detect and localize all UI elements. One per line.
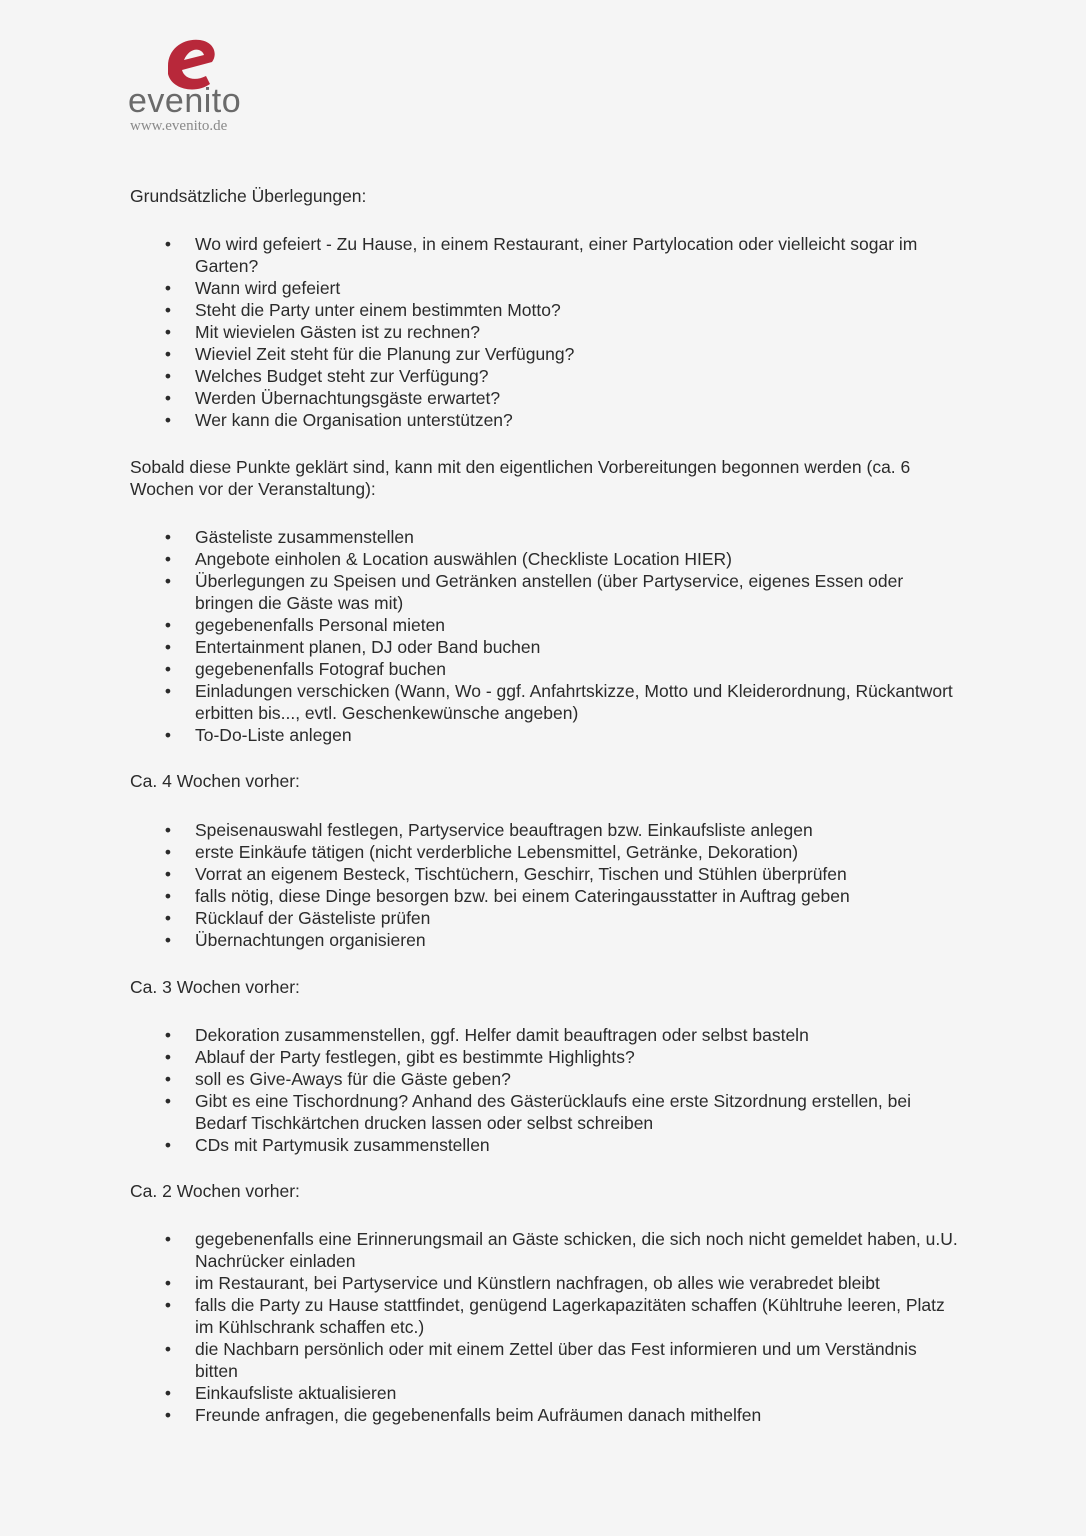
list-item: [130, 233, 960, 277]
list-item: [130, 819, 960, 841]
bullet: •: [164, 1047, 172, 1067]
list-item-text: gegebenenfalls Personal mieten: [195, 615, 446, 635]
bullet: •: [164, 322, 172, 342]
bullet: •: [164, 1405, 172, 1425]
list-item-text: Rücklauf der Gästeliste prüfen: [195, 908, 431, 928]
list-item-text: Speisenauswahl festlegen, Partyservice beauftragen bzw. Einkaufsliste anlegen: [195, 820, 813, 840]
list-item: [130, 321, 960, 343]
list-item-text: Wieviel Zeit steht für die Planung zur Verfügung?: [195, 344, 575, 364]
list-item-text: Welches Budget steht zur Verfügung?: [195, 366, 489, 386]
list-item: [130, 1228, 960, 1272]
checklist: [130, 1228, 960, 1426]
list-item-text: die Nachbarn persönlich oder mit einem Zettel über das Fest informieren und um Verständnis bitten: [195, 1339, 917, 1381]
bullet: •: [164, 820, 172, 840]
list-item-text: Gibt es eine Tischordnung? Anhand des Gästerücklaufs eine erste Sitzordnung erstellen, bei Bedarf Tischkärtchen drucken lassen oder selbst schreiben: [195, 1091, 911, 1133]
list-item: [130, 680, 960, 724]
section-heading: Ca. 4 Wochen vorher:: [130, 771, 300, 791]
logo-url: www.evenito.de: [130, 118, 228, 134]
list-item: [130, 885, 960, 907]
list-item: [130, 1404, 960, 1426]
list-item-text: Vorrat an eigenem Besteck, Tischtüchern, Geschirr, Tischen und Stühlen überprüfen: [195, 864, 847, 884]
bullet: •: [164, 725, 172, 745]
list-item-text: Wann wird gefeiert: [195, 278, 341, 298]
bullet: •: [164, 659, 172, 679]
list-item-text: Entertainment planen, DJ oder Band buchen: [195, 637, 541, 657]
list-item: [130, 614, 960, 636]
evenito-logo: [128, 36, 268, 136]
bullet: •: [164, 1339, 172, 1359]
list-item-text: Angebote einholen & Location auswählen (Checkliste Location HIER): [195, 549, 732, 569]
list-item-text: Wer kann die Organisation unterstützen?: [195, 410, 513, 430]
bullet: •: [164, 1091, 172, 1111]
list-item: [130, 841, 960, 863]
bullet: •: [164, 842, 172, 862]
list-item-text: Einkaufsliste aktualisieren: [195, 1383, 397, 1403]
list-item-text: Übernachtungen organisieren: [195, 930, 426, 950]
bullet: •: [164, 234, 172, 254]
bullet: •: [164, 681, 172, 701]
bullet: •: [164, 344, 172, 364]
list-item: [130, 1294, 960, 1338]
list-item-text: gegebenenfalls eine Erinnerungsmail an Gäste schicken, die sich noch nicht gemeldet haben, u.U. Nachrücker einladen: [195, 1229, 958, 1271]
list-item: [130, 409, 960, 431]
list-item: [130, 299, 960, 321]
document-content: [130, 185, 960, 1426]
bullet: •: [164, 300, 172, 320]
section-heading: Grundsätzliche Überlegungen:: [130, 186, 367, 206]
list-item: [130, 365, 960, 387]
logo-wordmark: evenito: [128, 82, 242, 120]
list-item-text: falls nötig, diese Dinge besorgen bzw. bei einem Cateringausstatter in Auftrag geben: [195, 886, 850, 906]
list-item-text: Steht die Party unter einem bestimmten Motto?: [195, 300, 561, 320]
bullet: •: [164, 527, 172, 547]
list-item: [130, 570, 960, 614]
list-item: [130, 1046, 960, 1068]
bullet: •: [164, 637, 172, 657]
list-item: [130, 1068, 960, 1090]
list-item: [130, 863, 960, 885]
bullet: •: [164, 1295, 172, 1315]
list-item-text: Einladungen verschicken (Wann, Wo - ggf. Anfahrtskizze, Motto und Kleiderordnung, Rückantwort erbitten bis..., evtl. Geschenkewünsche angeben): [195, 681, 953, 723]
list-item: [130, 929, 960, 951]
bullet: •: [164, 615, 172, 635]
bullet: •: [164, 1069, 172, 1089]
list-item-text: falls die Party zu Hause stattfindet, genügend Lagerkapazitäten schaffen (Kühltruhe leeren, Platz im Kühlschrank schaffen etc.): [195, 1295, 945, 1337]
list-item: [130, 658, 960, 680]
bullet: •: [164, 571, 172, 591]
list-item: [130, 1134, 960, 1156]
section-heading: Ca. 2 Wochen vorher:: [130, 1181, 300, 1201]
bullet: •: [164, 366, 172, 386]
list-item-text: Ablauf der Party festlegen, gibt es bestimmte Highlights?: [195, 1047, 635, 1067]
list-item-text: erste Einkäufe tätigen (nicht verderbliche Lebensmittel, Getränke, Dekoration): [195, 842, 799, 862]
bullet: •: [164, 1383, 172, 1403]
list-item: [130, 1090, 960, 1134]
bullet: •: [164, 388, 172, 408]
checklist: [130, 1024, 960, 1156]
section-heading: Ca. 3 Wochen vorher:: [130, 977, 300, 997]
list-item-text: Überlegungen zu Speisen und Getränken anstellen (über Partyservice, eigenes Essen oder bringen die Gäste was mit): [195, 571, 904, 613]
bullet: •: [164, 908, 172, 928]
list-item-text: Werden Übernachtungsgäste erwartet?: [195, 388, 501, 408]
list-item: [130, 387, 960, 409]
list-item: [130, 1024, 960, 1046]
list-item-text: soll es Give-Aways für die Gäste geben?: [195, 1069, 511, 1089]
list-item-text: Dekoration zusammenstellen, ggf. Helfer damit beauftragen oder selbst basteln: [195, 1025, 809, 1045]
list-item-text: Gästeliste zusammenstellen: [195, 527, 414, 547]
checklist: [130, 526, 960, 746]
bullet: •: [164, 864, 172, 884]
bullet: •: [164, 278, 172, 298]
list-item: [130, 548, 960, 570]
checklist: [130, 819, 960, 951]
bullet: •: [164, 1273, 172, 1293]
bullet: •: [164, 549, 172, 569]
list-item-text: Wo wird gefeiert - Zu Hause, in einem Restaurant, einer Partylocation oder vielleicht sogar im Garten?: [195, 234, 918, 276]
list-item-text: To-Do-Liste anlegen: [195, 725, 352, 745]
list-item-text: im Restaurant, bei Partyservice und Künstlern nachfragen, ob alles wie verabredet bleibt: [195, 1273, 880, 1293]
bullet: •: [164, 1229, 172, 1249]
list-item: [130, 1338, 960, 1382]
list-item: [130, 526, 960, 548]
list-item: [130, 636, 960, 658]
list-item-text: CDs mit Partymusik zusammenstellen: [195, 1135, 490, 1155]
bullet: •: [164, 886, 172, 906]
list-item: [130, 277, 960, 299]
list-item-text: gegebenenfalls Fotograf buchen: [195, 659, 447, 679]
section-heading: Sobald diese Punkte geklärt sind, kann mit den eigentlichen Vorbereitungen begonnen werden (ca. 6 Wochen vor der Veranstaltung):: [130, 457, 911, 499]
list-item: [130, 1382, 960, 1404]
list-item: [130, 724, 960, 746]
bullet: •: [164, 1025, 172, 1045]
bullet: •: [164, 1135, 172, 1155]
bullet: •: [164, 410, 172, 430]
list-item-text: Freunde anfragen, die gegebenenfalls beim Aufräumen danach mithelfen: [195, 1405, 762, 1425]
bullet: •: [164, 930, 172, 950]
checklist: [130, 233, 960, 431]
list-item-text: Mit wievielen Gästen ist zu rechnen?: [195, 322, 480, 342]
list-item: [130, 343, 960, 365]
list-item: [130, 1272, 960, 1294]
list-item: [130, 907, 960, 929]
